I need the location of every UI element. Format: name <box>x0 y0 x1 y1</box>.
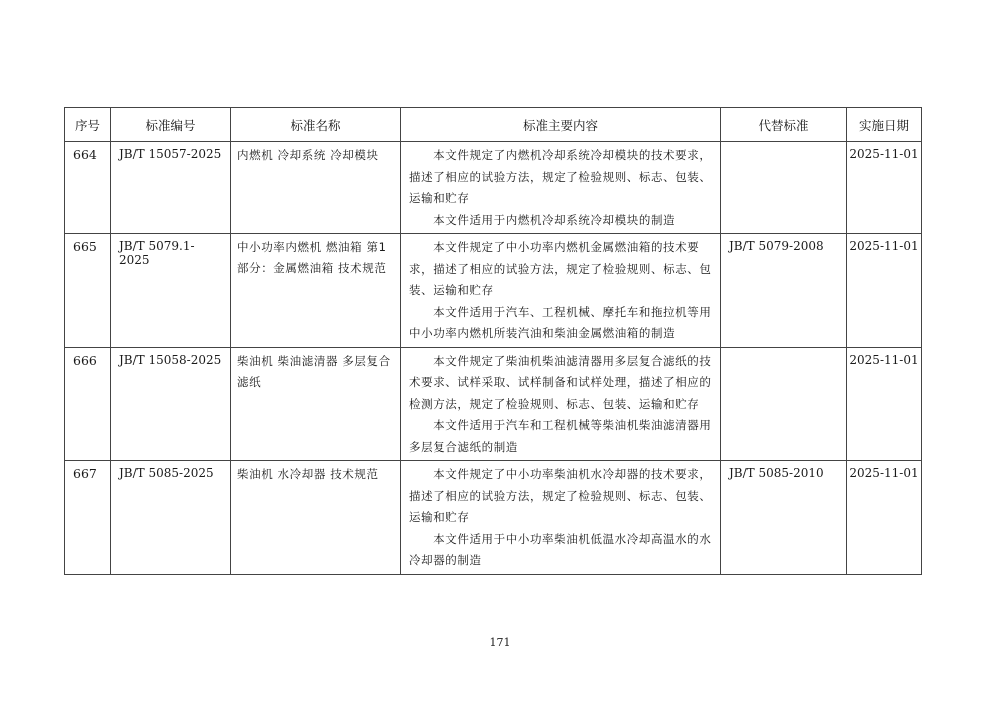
header-name: 标准名称 <box>231 108 401 142</box>
row-seq: 665 <box>73 239 97 254</box>
row-name: 柴油机 水冷却器 技术规范 <box>237 467 379 481</box>
header-row <box>65 108 922 142</box>
row-code: JB/T 15057-2025 <box>119 147 222 161</box>
header-code: 标准编号 <box>111 108 231 142</box>
row-seq: 667 <box>73 466 97 481</box>
row-replaces <box>721 348 846 357</box>
row-date: 2025-11-01 <box>849 147 919 161</box>
row-code: JB/T 5079.1-2025 <box>119 239 195 267</box>
row-date: 2025-11-01 <box>849 239 919 253</box>
row-replaces: JB/T 5079-2008 <box>729 239 824 253</box>
table-row <box>65 234 922 348</box>
content-paragraph: 本文件规定了中小功率柴油机水冷却器的技术要求，描述了相应的试验方法，规定了检验规则、标志、包装、运输和贮存 <box>409 467 712 524</box>
row-replaces <box>721 142 846 151</box>
header-content: 标准主要内容 <box>401 108 721 142</box>
row-content <box>401 234 720 347</box>
content-paragraph: 本文件适用于中小功率柴油机低温水冷却高温水的水冷却器的制造 <box>409 531 712 567</box>
table-row <box>65 142 922 234</box>
row-content <box>401 461 720 574</box>
row-seq: 664 <box>73 147 97 162</box>
page-number: 171 <box>489 636 511 649</box>
row-date: 2025-11-01 <box>849 352 919 367</box>
header-replaces: 代替标准 <box>721 108 847 142</box>
content-paragraph: 本文件规定了中小功率内燃机金属燃油箱的技术要求，描述了相应的试验方法，规定了检验规则、标志、包装、运输和贮存 <box>409 240 712 297</box>
row-date: 2025-11-01 <box>849 466 919 480</box>
row-content <box>401 348 720 461</box>
content-paragraph: 本文件适用于汽车和工程机械等柴油机柴油滤清器用多层复合滤纸的制造 <box>409 418 712 454</box>
row-code: JB/T 15058-2025 <box>119 352 222 367</box>
content-paragraph: 本文件规定了内燃机冷却系统冷却模块的技术要求，描述了相应的试验方法，规定了检验规则、标志、包装、运输和贮存 <box>409 148 712 205</box>
header-date: 实施日期 <box>847 108 922 142</box>
header-seq: 序号 <box>65 108 111 142</box>
table-row <box>65 461 922 575</box>
row-name: 内燃机 冷却系统 冷却模块 <box>237 148 379 162</box>
row-content <box>401 142 720 233</box>
content-paragraph: 本文件适用于内燃机冷却系统冷却模块的制造 <box>433 212 676 227</box>
row-name: 柴油机 柴油滤清器 多层复合滤纸 <box>237 353 391 389</box>
row-name: 中小功率内燃机 燃油箱 第1部分：金属燃油箱 技术规范 <box>237 240 387 275</box>
standards-table <box>64 107 922 575</box>
table-row <box>65 347 922 461</box>
content-paragraph: 本文件规定了柴油机柴油滤清器用多层复合滤纸的技术要求、试样采取、试样制备和试样处理，描述了相应的检测方法，规定了检验规则、标志、包装、运输和贮存 <box>409 353 712 411</box>
row-seq: 666 <box>73 352 97 368</box>
row-replaces: JB/T 5085-2010 <box>729 466 824 480</box>
row-code: JB/T 5085-2025 <box>119 466 214 480</box>
content-paragraph: 本文件适用于汽车、工程机械、摩托车和拖拉机等用中小功率内燃机所装汽油和柴油金属燃油箱的制造 <box>409 304 712 340</box>
